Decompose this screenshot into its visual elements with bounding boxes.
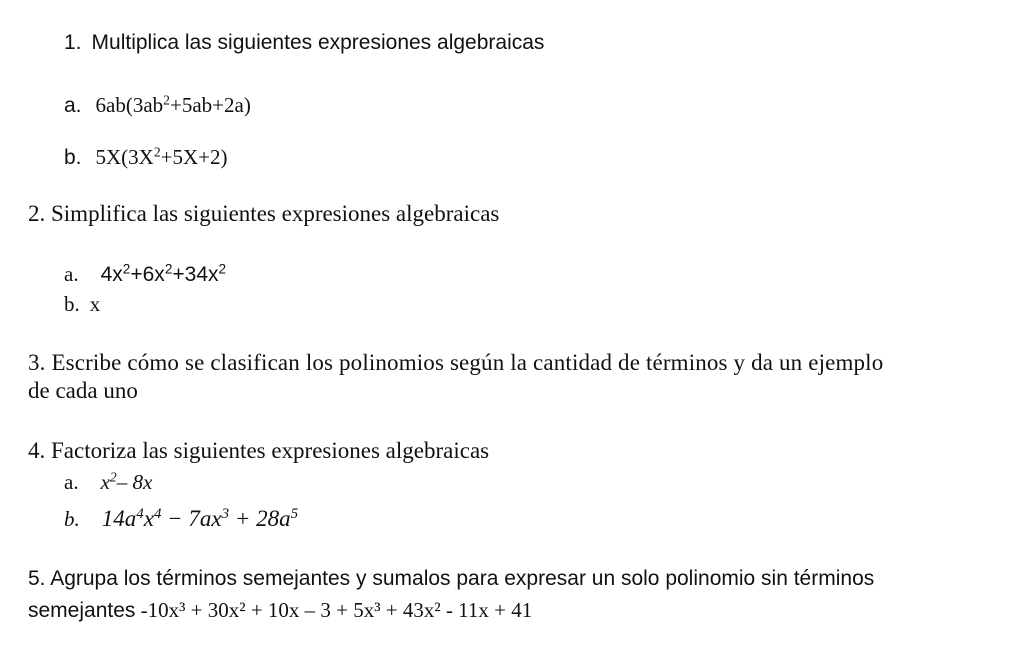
question-1 <box>64 31 544 55</box>
item-marker: b. <box>64 292 80 316</box>
expression: $6ab(3ab^2+5ab+2a)$ <box>95 92 251 117</box>
question-4: 4. Factoriza las siguientes expresiones algebraicas <box>28 438 490 463</box>
question-3-line-1: 3. Escribe cómo se clasifican los polinomios según la cantidad de términos y da un ejemplo <box>28 350 884 375</box>
item-marker: b. <box>64 146 82 169</box>
question-2: 2. Simplifica las siguientes expresiones algebraicas <box>28 201 500 226</box>
question-5-line-1: 5. Agrupa los términos semejantes y sumalos para expresar un solo polinomio sin términos <box>28 567 875 590</box>
expression: $5X(3X^2+5X+2)$ <box>95 144 228 169</box>
question-5-expression: -10x³ + 30x² + 10x – 3 + 5x³ + 43x² - 11x + 41 <box>140 598 533 622</box>
question-1-item-b <box>64 145 228 170</box>
item-marker: a. <box>64 94 82 117</box>
expression: $4x^2+6x^2+34x^2$ <box>100 261 227 286</box>
question-2-item-a <box>64 262 226 287</box>
question-3-line-2: de cada uno <box>28 378 138 403</box>
question-4-item-a <box>64 470 152 494</box>
question-4-item-b <box>64 506 298 532</box>
question-2-item-b <box>64 292 100 316</box>
question-1-item-a <box>64 93 251 118</box>
question-5-label: semejantes <box>28 599 136 622</box>
item-marker: b. <box>64 507 80 531</box>
item-marker: a. <box>64 262 79 286</box>
question-5-line-2 <box>28 598 532 623</box>
expression: $x^2-$ 8x <box>100 469 153 494</box>
item-marker: a. <box>64 470 79 494</box>
expression: x <box>89 292 101 316</box>
question-1-number: 1. <box>64 31 82 54</box>
expression: $14a^4x^4 - 7ax^3 + 28a^5$ <box>101 505 299 531</box>
question-1-text: Multiplica las siguientes expresiones algebraicas <box>91 31 545 54</box>
